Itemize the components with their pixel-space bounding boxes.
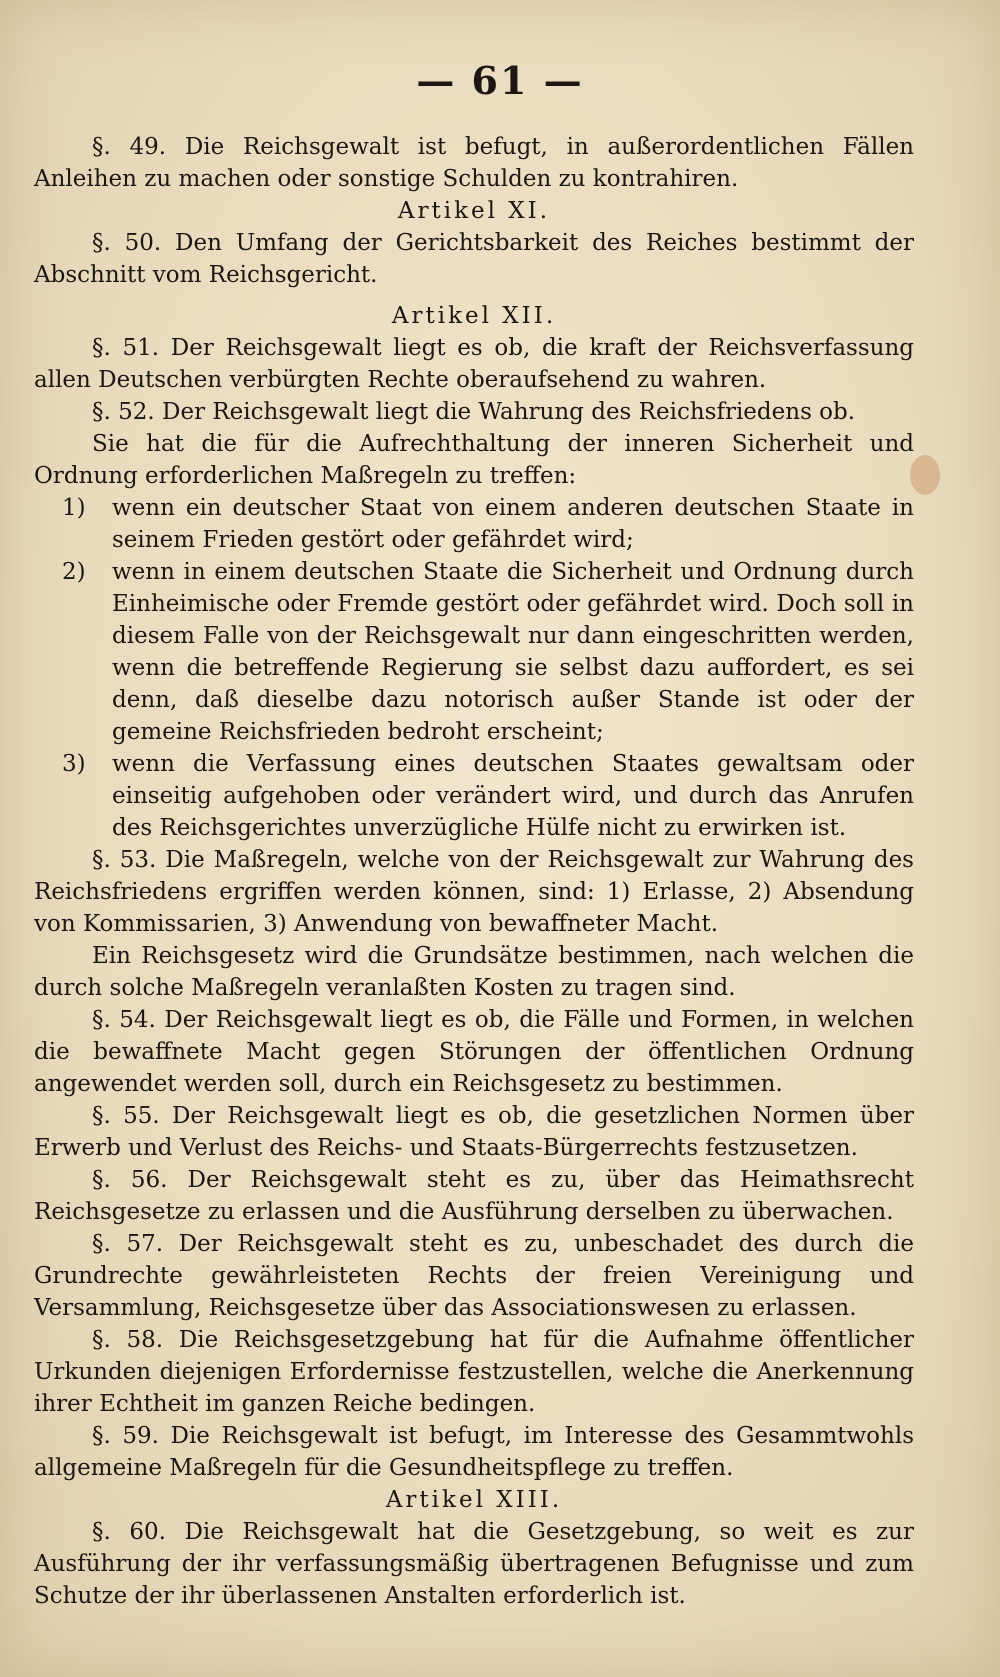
list-item	[34, 748, 914, 844]
paragraph-57: §. 57. Der Reichsgewalt steht es zu, unbeschadet des durch die Grundrechte gewährleisteten Rechts der freien Vereinigung und Versammlung, Reichsgesetze über das Associationswesen zu erlassen.	[34, 1231, 914, 1321]
list-item-number: 3)	[62, 751, 86, 777]
article-heading-xi: Artikel XI.	[397, 198, 551, 224]
paragraph-51: §. 51. Der Reichsgewalt liegt es ob, die kraft der Reichsverfassung allen Deutschen verbürgten Rechte oberaufsehend zu wahren.	[34, 335, 914, 393]
paper-stain	[910, 455, 940, 495]
paragraph-49: §. 49. Die Reichsgewalt ist befugt, in außerordentlichen Fällen Anleihen zu machen oder sonstige Schulden zu kontrahiren.	[34, 134, 914, 192]
paragraph-54: §. 54. Der Reichsgewalt liegt es ob, die Fälle und Formen, in welchen die bewaffnete Macht gegen Störungen der öffentlichen Ordnung angewendet werden soll, durch ein Reichsgesetz zu bestimmen.	[34, 1007, 914, 1097]
list-item	[34, 556, 914, 748]
paragraph-60: §. 60. Die Reichsgewalt hat die Gesetzgebung, so weit es zur Ausführung der ihr verfassungsmäßig übertragenen Befugnisse und zum Schutze der ihr überlassenen Anstalten erforderlich ist.	[34, 1519, 914, 1609]
page-number: — 61 —	[416, 58, 584, 103]
article-heading-xii: Artikel XII.	[391, 303, 557, 329]
list-item-text: wenn die Verfassung eines deutschen Staates gewaltsam oder einseitig aufgehoben oder verändert wird, und durch das Anrufen des Reichsgerichtes unverzügliche Hülfe nicht zu erwirken ist.	[112, 751, 914, 841]
paragraph-53: §. 53. Die Maßregeln, welche von der Reichsgewalt zur Wahrung des Reichsfriedens ergriffen werden können, sind: 1) Erlasse, 2) Absendung von Kommissarien, 3) Anwendung von bewaffneter Macht.	[34, 847, 914, 937]
list-item-text: wenn ein deutscher Staat von einem anderen deutschen Staate in seinem Frieden gestört oder gefährdet wird;	[112, 495, 914, 553]
list-item	[34, 492, 914, 556]
paragraph-56: §. 56. Der Reichsgewalt steht es zu, über das Heimathsrecht Reichsgesetze zu erlassen und die Ausführung derselben zu überwachen.	[34, 1167, 914, 1225]
body-text	[34, 131, 914, 1612]
paragraph-58: §. 58. Die Reichsgesetzgebung hat für die Aufnahme öffentlicher Urkunden diejenigen Erfordernisse festzustellen, welche die Anerkennung ihrer Echtheit im ganzen Reiche bedingen.	[34, 1327, 914, 1417]
paragraph-59: §. 59. Die Reichsgewalt ist befugt, im Interesse des Gesammtwohls allgemeine Maßregeln für die Gesundheitspflege zu treffen.	[34, 1423, 914, 1481]
list-item-text: wenn in einem deutschen Staate die Sicherheit und Ordnung durch Einheimische oder Fremde gestört oder gefährdet wird. Doch soll in diesem Falle von der Reichsgewalt nur dann eingeschritten werden, wenn die betreffende Regierung sie selbst dazu auffordert, es sei denn, daß dieselbe dazu notorisch außer Stande ist oder der gemeine Reichsfrieden bedroht erscheint;	[112, 559, 914, 745]
paragraph-50: §. 50. Den Umfang der Gerichtsbarkeit des Reiches bestimmt der Abschnitt vom Reichsgericht.	[34, 230, 914, 288]
paragraph-52-continued: Sie hat die für die Aufrechthaltung der inneren Sicherheit und Ordnung erforderlichen Maßregeln zu treffen:	[34, 431, 914, 489]
list-item-number: 2)	[62, 559, 86, 585]
article-heading-xiii: Artikel XIII.	[385, 1487, 563, 1513]
paragraph-53-continued: Ein Reichsgesetz wird die Grundsätze bestimmen, nach welchen die durch solche Maßregeln veranlaßten Kosten zu tragen sind.	[34, 943, 914, 1001]
list-item-number: 1)	[62, 495, 86, 521]
paragraph-52: §. 52. Der Reichsgewalt liegt die Wahrung des Reichsfriedens ob.	[92, 399, 856, 425]
paragraph-55: §. 55. Der Reichsgewalt liegt es ob, die gesetzlichen Normen über Erwerb und Verlust des Reichs- und Staats-Bürgerrechts festzusetzen.	[34, 1103, 914, 1161]
